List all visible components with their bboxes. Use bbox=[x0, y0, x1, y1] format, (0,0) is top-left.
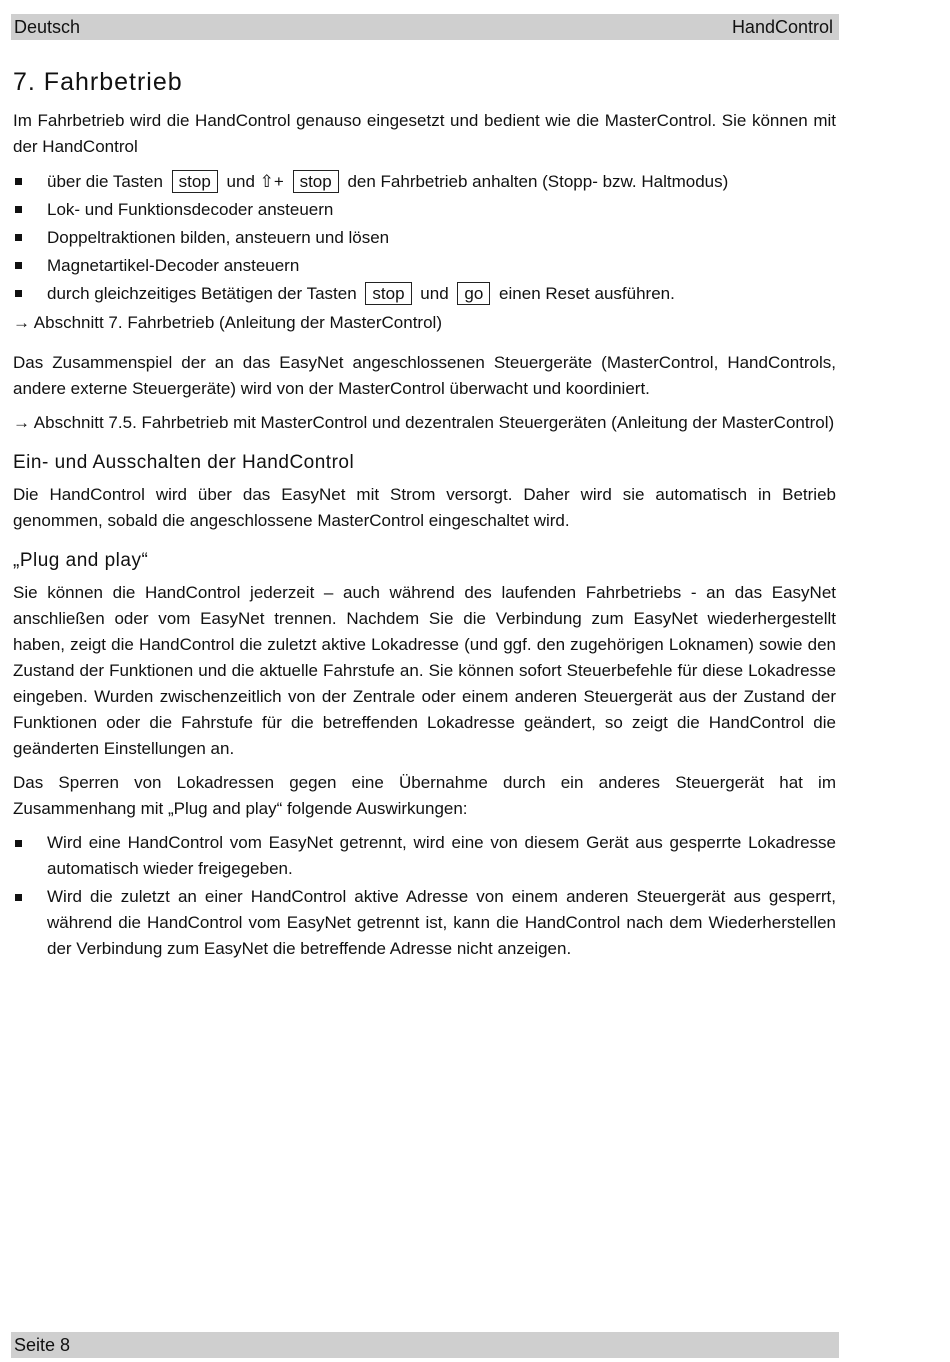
power-paragraph: Die HandControl wird über das EasyNet mit Strom versorgt. Daher wird sie automatisch in Betrieb genommen, sobald die angeschlossene MasterControl eingeschaltet wird. bbox=[13, 485, 836, 530]
list-item bbox=[13, 252, 836, 280]
intro-paragraph: Im Fahrbetrieb wird die HandControl genauso eingesetzt und bedient wie die MasterControl. Sie können mit der HandControl bbox=[13, 111, 836, 156]
bullet-icon bbox=[15, 290, 22, 297]
bullet-icon bbox=[15, 894, 22, 901]
cross-reference: → Abschnitt 7. Fahrbetrieb (Anleitung der MasterControl) bbox=[13, 313, 442, 332]
list-item-text: Doppeltraktionen bilden, ansteuern und lösen bbox=[47, 228, 390, 247]
locking-paragraph: Das Sperren von Lokadressen gegen eine Übernahme durch ein anderes Steuergerät hat im Zusammenhang mit „Plug and play“ folgende Auswirkungen: bbox=[13, 773, 836, 818]
bullet-icon bbox=[15, 178, 22, 185]
list-item-text: Lok- und Funktionsdecoder ansteuern bbox=[47, 200, 334, 219]
header-product: HandControl bbox=[731, 16, 833, 37]
page-footer bbox=[11, 1332, 839, 1358]
list-item-text: den Fahrbetrieb anhalten (Stopp- bzw. Haltmodus) bbox=[347, 172, 729, 191]
cross-reference: → Abschnitt 7.5. Fahrbetrieb mit MasterControl und dezentralen Steuergeräten (Anleitung der MasterControl) bbox=[13, 413, 835, 432]
list-item-text: über die Tasten bbox=[47, 172, 163, 191]
shift-icon: ⇧+ bbox=[259, 172, 284, 191]
list-item bbox=[13, 196, 836, 224]
stop-key: stop bbox=[172, 170, 218, 193]
list-item bbox=[13, 224, 836, 252]
subsection-title-power: Ein- und Ausschalten der HandControl bbox=[13, 452, 355, 473]
list-item-text: Magnetartikel-Decoder ansteuern bbox=[47, 256, 300, 275]
interplay-paragraph: Das Zusammenspiel der an das EasyNet angeschlossenen Steuergeräte (MasterControl, HandControls, andere externe Steuergeräte) wird von der MasterControl überwacht und koordiniert. bbox=[13, 353, 836, 398]
list-item-text: und bbox=[226, 172, 255, 191]
section-title: 7. Fahrbetrieb bbox=[13, 68, 183, 96]
page-header bbox=[11, 14, 839, 40]
list-item-text: Wird eine HandControl vom EasyNet getrennt, wird eine von diesem Gerät aus gesperrte Lokadresse automatisch wieder freigegeben. bbox=[47, 833, 836, 878]
list-item bbox=[13, 884, 836, 962]
bullet-icon bbox=[15, 206, 22, 213]
bullet-icon bbox=[15, 840, 22, 847]
plug-paragraph: Sie können die HandControl jederzeit – auch während des laufenden Fahrbetriebs - an das EasyNet anschließen oder vom EasyNet trennen. Nachdem Sie die Verbindung zum EasyNet wiederhergestellt haben, zeigt die HandControl die zuletzt aktive Lokadresse (und ggf. den zugehörigen Loknamen) sowie den Zustand der Funktionen und die aktuelle Fahrstufe an. Sie können sofort Steuerbefehle für diese Lokadresse eingeben. Wurden zwischenzeitlich von der Zentrale oder einem anderen Steuergerät aus der Zustand der Funktionen oder die Fahrstufe für die betreffenden Lokadresse geändert, so zeigt die HandControl die geänderten Einstellungen an. bbox=[13, 583, 836, 758]
stop-key: stop bbox=[293, 170, 339, 193]
feature-list bbox=[13, 168, 836, 308]
bullet-icon bbox=[15, 262, 22, 269]
list-item-text: durch gleichzeitiges Betätigen der Tasten bbox=[47, 284, 357, 303]
list-item bbox=[13, 168, 836, 196]
page-content bbox=[13, 66, 836, 962]
list-item-text: Wird die zuletzt an einer HandControl aktive Adresse von einem anderen Steuergerät aus gesperrt, während die HandControl vom EasyNet getrennt ist, kann die HandControl nach dem Wiederherstellen der Verbindung zum EasyNet die betreffende Adresse nicht anzeigen. bbox=[47, 887, 836, 958]
header-language: Deutsch bbox=[14, 16, 81, 37]
list-item bbox=[13, 830, 836, 882]
page-number: Seite 8 bbox=[14, 1334, 71, 1355]
list-item-text: und bbox=[420, 284, 449, 303]
list-item bbox=[13, 280, 836, 308]
effects-list bbox=[13, 830, 836, 962]
go-key: go bbox=[457, 282, 490, 305]
stop-key: stop bbox=[365, 282, 411, 305]
bullet-icon bbox=[15, 234, 22, 241]
subsection-title-plug-and-play: „Plug and play“ bbox=[13, 550, 149, 571]
list-item-text: einen Reset ausführen. bbox=[499, 284, 675, 303]
